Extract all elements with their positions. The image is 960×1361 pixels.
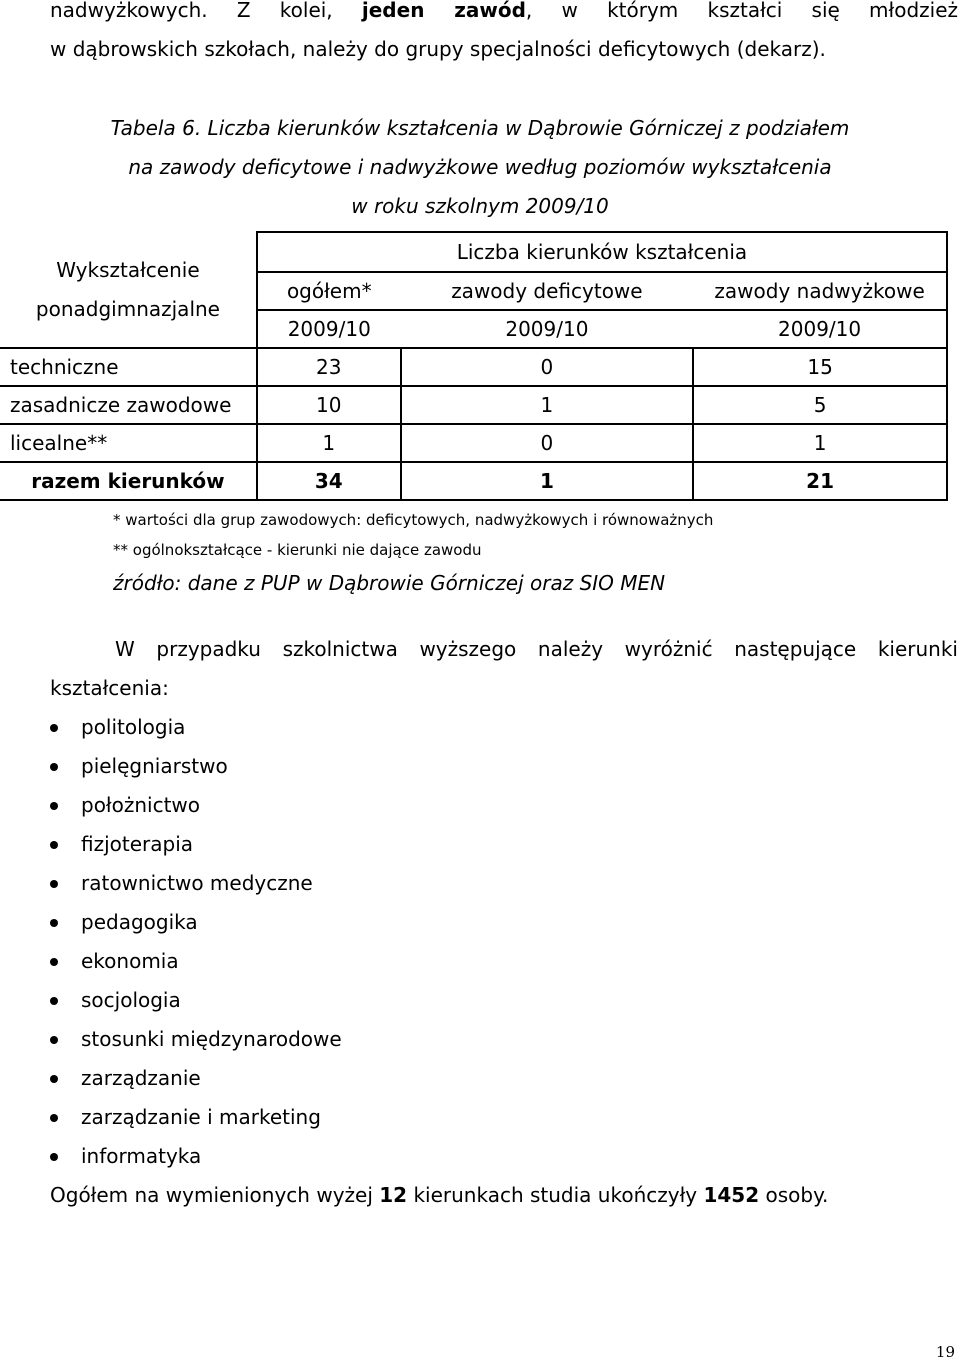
fields-of-study-list [50, 708, 342, 1176]
cell-deficit: 1 [401, 386, 694, 424]
total-row-label: razem kierunków [0, 462, 257, 500]
list-item [50, 1098, 342, 1137]
intro-text: , w którym kształci się młodzież [525, 0, 958, 22]
list-item-text: politologia [81, 715, 186, 739]
table-row [0, 424, 947, 462]
bullet-icon [50, 1114, 58, 1122]
bullet-icon [50, 1075, 58, 1083]
source-note: źródło: dane z PUP w Dąbrowie Górniczej oraz SIO MEN [113, 571, 666, 595]
list-item-text: stosunki międzynarodowe [81, 1027, 342, 1051]
cell-total: 23 [257, 348, 401, 386]
cell-deficit: 0 [401, 348, 694, 386]
row-label: techniczne [0, 348, 257, 386]
list-item-text: zarządzanie [81, 1066, 201, 1090]
total-cell-total: 34 [257, 462, 401, 500]
list-item [50, 1020, 342, 1059]
total-cell-deficit: 1 [401, 462, 694, 500]
bullet-icon [50, 997, 58, 1005]
list-item [50, 1137, 342, 1176]
column-year-total: 2009/10 [257, 310, 401, 348]
cell-total: 1 [257, 424, 401, 462]
bullet-icon [50, 724, 58, 732]
list-item [50, 708, 342, 747]
column-header-deficit: zawody deficytowe [401, 272, 694, 310]
list-item-text: fizjoterapia [81, 832, 194, 856]
bullet-icon [50, 841, 58, 849]
summary-text: kierunkach studia ukończyły [407, 1183, 704, 1207]
column-header-surplus: zawody nadwyżkowe [693, 272, 947, 310]
list-item-text: położnictwo [81, 793, 201, 817]
row-label-header-line-1: Wykształcenie [56, 257, 200, 282]
cell-surplus: 1 [693, 424, 947, 462]
list-item [50, 747, 342, 786]
footnote-2: ** ogólnokształcące - kierunki nie dające zawodu [113, 541, 482, 559]
row-label: zasadnicze zawodowe [0, 386, 257, 424]
page-number: 19 [935, 1343, 955, 1361]
table-caption-line-3: w roku szkolnym 2009/10 [351, 194, 609, 218]
list-item [50, 864, 342, 903]
list-item [50, 903, 342, 942]
list-item-text: pielęgniarstwo [81, 754, 228, 778]
total-cell-surplus: 21 [693, 462, 947, 500]
list-item-text: informatyka [81, 1144, 202, 1168]
summary-count-fields: 12 [379, 1183, 408, 1207]
cell-surplus: 15 [693, 348, 947, 386]
list-item [50, 942, 342, 981]
intro-bold-text: jeden zawód [361, 0, 526, 22]
intro-line-2: w dąbrowskich szkołach, należy do grupy specjalności deficytowych (dekarz). [50, 37, 826, 61]
summary-count-graduates: 1452 [703, 1183, 760, 1207]
group-header: Liczba kierunków kształcenia [257, 232, 947, 272]
table-total-row [0, 462, 947, 500]
column-header-total: ogółem* [257, 272, 401, 310]
list-item-text: ratownictwo medyczne [81, 871, 313, 895]
para2-line-2: kształcenia: [50, 676, 169, 700]
footnote-1: * wartości dla grup zawodowych: deficytowych, nadwyżkowych i równoważnych [113, 511, 714, 529]
intro-text: nadwyżkowych. Z kolei, [50, 0, 362, 22]
bullet-icon [50, 880, 58, 888]
bullet-icon [50, 919, 58, 927]
summary-sentence [50, 1176, 828, 1215]
cell-deficit: 0 [401, 424, 694, 462]
data-table [0, 231, 948, 501]
table-row [0, 348, 947, 386]
bullet-icon [50, 763, 58, 771]
list-item-text: zarządzanie i marketing [81, 1105, 321, 1129]
cell-surplus: 5 [693, 386, 947, 424]
cell-total: 10 [257, 386, 401, 424]
bullet-icon [50, 802, 58, 810]
row-label: licealne** [0, 424, 257, 462]
list-item-text: ekonomia [81, 949, 179, 973]
list-item-text: socjologia [81, 988, 181, 1012]
row-label-header [0, 232, 257, 348]
list-item [50, 786, 342, 825]
table-caption-line-1: Tabela 6. Liczba kierunków kształcenia w Dąbrowie Górniczej z podziałem [110, 116, 850, 140]
table-caption-line-2: na zawody deficytowe i nadwyżkowe według poziomów wykształcenia [128, 155, 832, 179]
bullet-icon [50, 1036, 58, 1044]
list-item-text: pedagogika [81, 910, 198, 934]
para2-line-1: W przypadku szkolnictwa wyższego należy wyróżnić następujące kierunki [115, 637, 958, 661]
list-item [50, 825, 342, 864]
summary-text: Ogółem na wymienionych wyżej [50, 1183, 380, 1207]
list-item [50, 981, 342, 1020]
row-label-header-line-2: ponadgimnazjalne [35, 296, 220, 321]
column-year-deficit: 2009/10 [401, 310, 694, 348]
column-year-surplus: 2009/10 [693, 310, 947, 348]
summary-text: osoby. [759, 1183, 829, 1207]
intro-line-1 [50, 0, 958, 30]
bullet-icon [50, 958, 58, 966]
table-row [0, 386, 947, 424]
bullet-icon [50, 1153, 58, 1161]
list-item [50, 1059, 342, 1098]
